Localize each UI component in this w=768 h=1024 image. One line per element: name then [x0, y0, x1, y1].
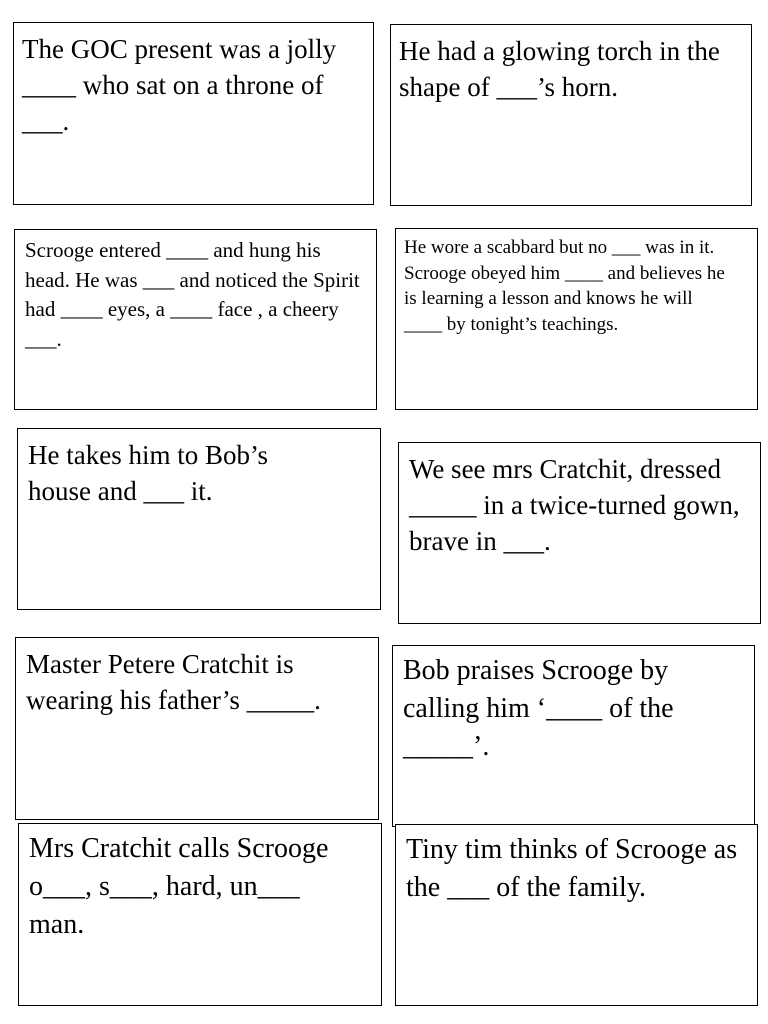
card-text: The GOC present was a jolly ____ who sat on a throne of ___.	[22, 34, 337, 136]
card-text: Mrs Cratchit calls Scrooge o___, s___, hard, un___ man.	[29, 833, 329, 940]
card-bobs-house	[17, 428, 381, 610]
card-scrooge-entered	[14, 229, 377, 410]
card-text: We see mrs Cratchit, dressed _____ in a twice-turned gown, brave in ___.	[409, 454, 740, 556]
card-text: He takes him to Bob’s house and ___ it.	[28, 440, 268, 506]
card-text: Scrooge entered ____ and hung his head. He was ___ and noticed the Spirit had ____ eyes, a ____ face , a cheery ___.	[25, 238, 360, 351]
card-text: Tiny tim thinks of Scrooge as the ___ of the family.	[406, 834, 738, 903]
card-tiny-tim	[395, 824, 758, 1006]
card-goc-present	[13, 22, 374, 205]
card-text: Bob praises Scrooge by calling him ‘____ of the _____’.	[403, 655, 674, 762]
card-master-peter	[15, 637, 379, 820]
card-scabbard	[395, 228, 758, 410]
card-text: He wore a scabbard but no ___ was in it. Scrooge obeyed him ____ and believes he is learning a lesson and knows he will ____ by tonight’s teachings.	[404, 237, 725, 335]
card-bob-praises	[392, 645, 755, 827]
card-glowing-torch	[390, 24, 752, 206]
card-mrs-cratchit-calls	[18, 823, 382, 1006]
card-text: Master Petere Cratchit is wearing his father’s _____.	[26, 649, 321, 715]
card-mrs-cratchit	[398, 442, 761, 624]
card-text: He had a glowing torch in the shape of ___’s horn.	[399, 36, 720, 102]
